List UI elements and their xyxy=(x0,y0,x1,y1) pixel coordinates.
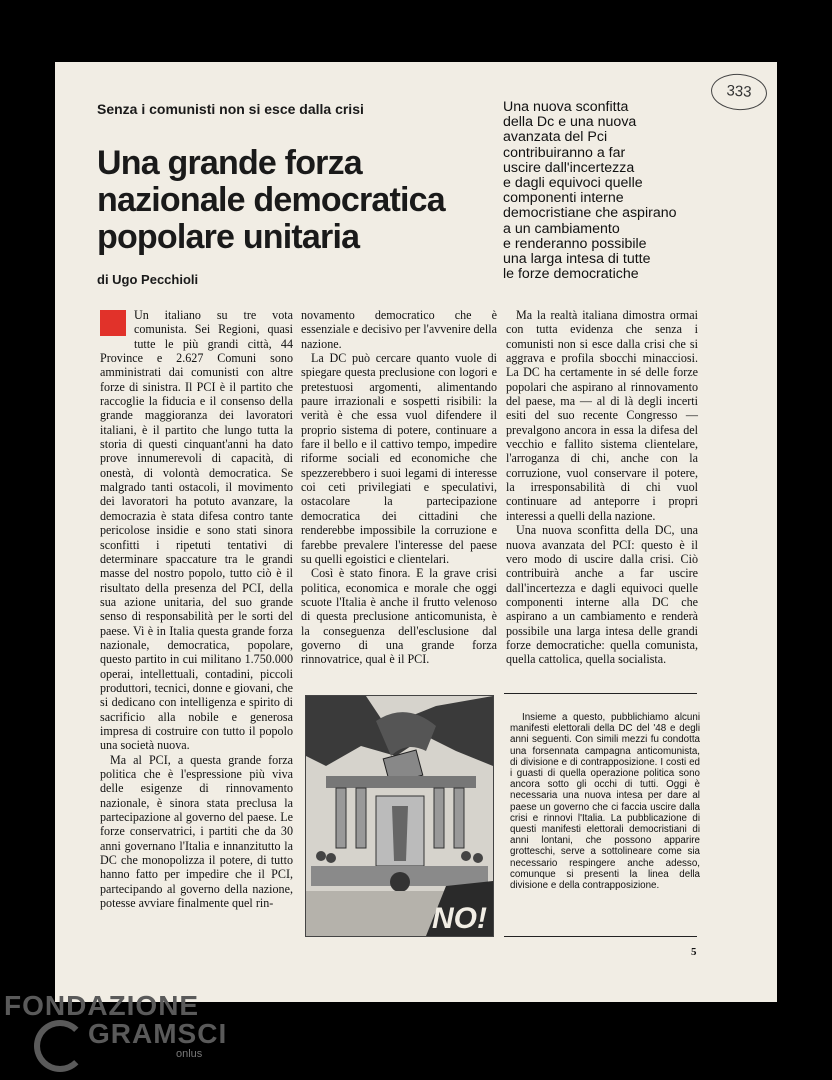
headline-line: Una grande forza xyxy=(97,144,362,182)
deck-line: e dagli equivoci quelle xyxy=(503,175,643,192)
magazine-page xyxy=(55,62,777,1002)
article-column-3 xyxy=(506,308,698,667)
red-square-marker xyxy=(100,310,126,336)
deck-line: una larga intesa di tutte xyxy=(503,251,651,268)
paragraph: Ma la realtà italiana dimostra ormai con tutta evidenza che senza i comunisti non si esce dalla crisi che si aggrava e profila sbocchi minacciosi. La DC ha certamente in sé delle forze popolari che aspirano al rinnovamento del paese, ma — al di là degli incerti esiti del suo recente Congresso — prevalgono ancora in essa la difesa del vecchio e fallito sistema clientelare, l'arroganza di chi, anche con la corruzione, vuol conservare il potere, la irresponsabilità di chi vuol continuare ad anteporre i propri interessi a quelli della nazione. xyxy=(506,308,698,523)
deck xyxy=(503,100,743,282)
divider xyxy=(504,936,697,937)
article-column-1 xyxy=(100,308,293,910)
article-column-2 xyxy=(301,308,497,667)
page-number: 5 xyxy=(691,946,697,958)
paragraph: Così è stato finora. E la grave crisi politica, economica e morale che oggi scuote l'Italia è anche il frutto velenoso di questa preclusione anticomunista, è la conseguenza dell'esclusione dal governo di una grande forza rinnovatrice, qual è il PCI. xyxy=(301,566,497,667)
archive-stamp: 333 xyxy=(710,72,768,112)
paragraph: Ma al PCI, a questa grande forza politica che è l'espressione più viva delle esigenze di rinnovamento nazionale, è sinora stata preclusa la partecipazione al governo del paese. Le forze conservatrici, i partiti che da 30 anni governano l'Italia e innanzitutto la DC che monopolizza il potere, di tutto hanno fatto per impedire che il PCI, partecipando al governo della nazione, potesse avviare finalmente quel rin- xyxy=(100,752,293,911)
deck-line: e renderanno possibile xyxy=(503,235,647,252)
deck-line: democristiane che aspirano xyxy=(503,205,677,222)
paragraph: novamento democratico che è essenziale e decisivo per l'avvenire della nazione. xyxy=(301,308,497,351)
paragraph: La DC può cercare quanto vuole di spiegare questa preclusione con logori e pretestuosi argomenti, alimentando paure irrazionali e sospetti risibili: la verità è che essa vuol difendere il proprio sistema di potere, continuare a fare il bello e il cattivo tempo, impedire riforme sociali ed economiche che spezzerebbero i suoi legami di interesse coi ceti privilegiati e speculativi, ostacolare la partecipazione democratica dei cittadini che renderebbe impossibile la corruzione e farebbe prevalere l'interesse del paese su quelli egoistici e clientelari. xyxy=(301,351,497,566)
poster-no-text: NO! xyxy=(432,902,487,935)
deck-line: le forze democratiche xyxy=(503,266,639,283)
paragraph: Una nuova sconfitta della DC, una nuova avanzata del PCI: questo è il vero modo di uscire dalla crisi. Ciò contribuirà anche a far uscire dall'incertezza e dagli equivoci quelle componenti interne alla DC che aspirano a un cambiamento e renderà possibile una larga intesa delle grandi forze democratiche: quella comunista, quella cattolica, quella socialista. xyxy=(506,523,698,667)
poster-illustration xyxy=(305,695,494,937)
logo-line-1: FONDAZIONE xyxy=(4,990,200,1021)
deck-line: componenti interne xyxy=(503,190,624,207)
headline-line: nazionale democratica xyxy=(97,181,445,219)
deck-line: uscire dall'incertezza xyxy=(503,159,635,176)
poster-drawing xyxy=(306,696,493,936)
logo-ring-icon xyxy=(34,1020,86,1072)
headline-line: popolare unitaria xyxy=(97,218,360,256)
deck-line: avanzata del Pci xyxy=(503,129,608,146)
logo-line-2: GRAMSCI xyxy=(88,1018,228,1049)
paragraph: Un italiano su tre vota comunista. Sei Regioni, quasi tutte le più grandi città, 44 Province e 2.627 Comuni sono amministrati dai comunisti con altre forze di sinistra. Il PCI è il partito che raccoglie la fiducia e il consenso della grande maggioranza dei lavoratori italiani, è il partito che lungo tutta la storia di questi cinquant'anni ha dato prove innumerevoli di capacità, di onestà, di volontà democratica. Se malgrado tanti ostacoli, il movimento dei lavoratori ha potuto avanzare, la democrazia è stata difesa contro tante pericolose insidie e sono stati sinora sconfitti i ripetuti tentativi di determinare spaccature tra le grandi masse del nostro popolo, tutto ciò è il risultato della presenza del PCI, della sua azione unitaria, del suo grande senso di responsabilità per le sorti del paese. Vi è in Italia questa grande forza nazionale, democratica, popolare, questo partito in cui militano 1.750.000 operai, intellettuali, contadini, piccoli produttori, tecnici, donne e giovani, che si dedicano con intelligenza e spirito di sacrificio alla nobile e generosa impresa di costruire con tutto il popolo una società nuova. xyxy=(100,308,293,753)
logo-line-3: onlus xyxy=(176,1048,203,1060)
deck-line: a un cambiamento xyxy=(503,220,620,237)
deck-line: contribuiranno a far xyxy=(503,144,626,161)
deck-line: Una nuova sconfitta xyxy=(503,99,629,115)
caption-paragraph: Insieme a questo, pubblichiamo alcuni manifesti elettorali della DC del '48 e degli anni seguenti. Con simili mezzi fu condotta una forsennata campagna anticomunista, di divisione e di contrapposizione. I costi ed i guasti di quella operazione politica sono ancora sotto gli occhi di tutti. Oggi è necessaria una nuova intesa per dare al paese un governo che ci faccia uscire dalla crisi e rinnovi l'Italia. La pubblicazione di questi manifesti elettorali democristiani di anni lontani, che possono apparire grotteschi, serve a sottolineare come sia necessario respingere anche adesso, comunque si presenti la linea della divisione e della contrapposizione. xyxy=(510,712,700,892)
kicker: Senza i comunisti non si esce dalla crisi xyxy=(97,101,364,117)
headline xyxy=(97,145,517,256)
byline: di Ugo Pecchioli xyxy=(97,272,199,287)
illustration-caption xyxy=(510,712,700,891)
divider xyxy=(504,693,697,694)
deck-line: della Dc e una nuova xyxy=(503,114,637,131)
